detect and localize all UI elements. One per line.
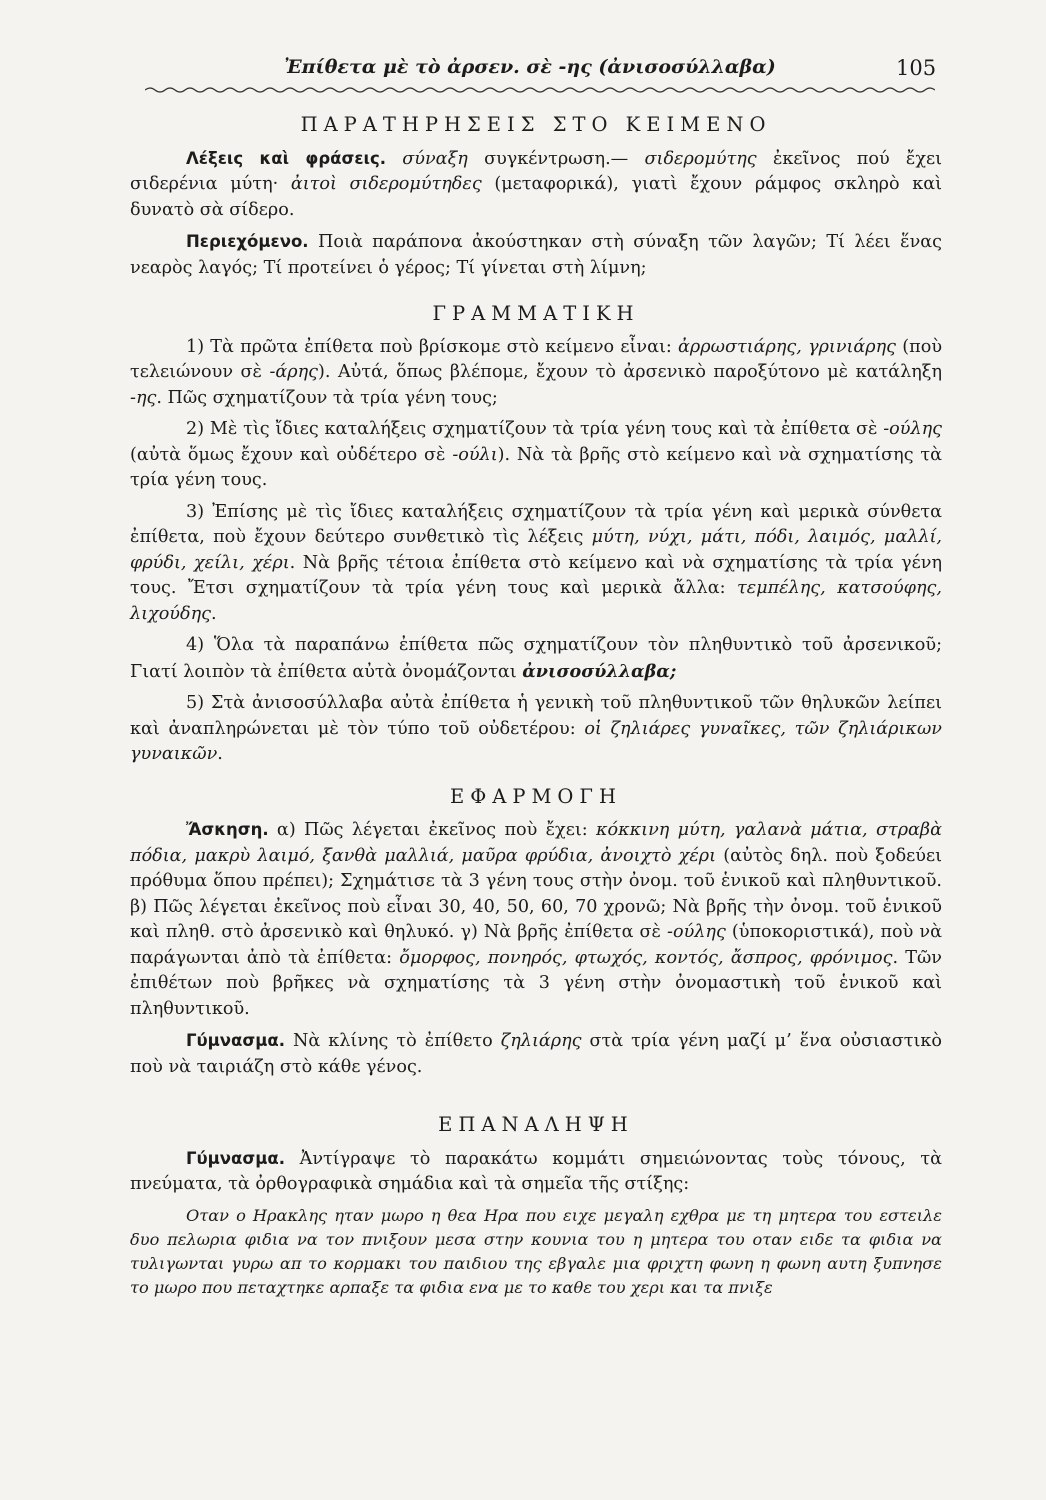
review-passage: Οταν ο Ηρακλης ηταν μωρο η θεα Ηρα που ειχε μεγαλη εχθρα με τη μητερα του εστειλε δυο πελωρια φιδια να τον πνιξουν μεσα στην κουνια του η μητερα του οταν ειδε τα φιδια να τυλιγωνται γυρω απ το κορμακι του παιδιου της εβγαλε μια φριχτη φωνη η φωνη αυτη ξυπνησε το μωρο που πεταχτηκε αρπαξε τα φιδια ενα με το καθε του χερι και τα πνιξε <box>130 1205 942 1297</box>
exercise-term: κόκκινη μύτη, γαλανὰ μάτια, στραβὰ πόδια, μακρὺ λαιμό, ξανθὰ μαλλιά, μαῦρα φρύδια, ἀνοιχτὸ χέρι <box>130 820 942 866</box>
exercise-term: ὄμορφος, πονηρός, φτωχός, κοντός, ἄσπρος, φρόνιμος <box>399 947 893 968</box>
drill-text: στὰ τρία γένη μαζί μ’ ἕνα οὐσιαστικὸ ποὺ νὰ ταιριάζη στὸ κάθε γένος. <box>130 1031 943 1077</box>
content-paragraph <box>130 229 942 281</box>
grammar-point-4 <box>130 633 942 685</box>
review-drill-text: Ἀντίγραψε τὸ παρακάτω κομμάτι σημειώνοντας τοὺς τόνους, τὰ πνεύματα, τὰ ὀρθογραφικὰ σημάδια καὶ τὰ σημεῖα τῆς στίξης: <box>130 1148 942 1194</box>
grammar-text: ). Αὐτά, ὅπως βλέπομε, ἔχουν τὸ ἀρσενικὸ παροξύτονο μὲ κατάληξη <box>318 362 942 382</box>
grammar-text: 1) Τὰ πρῶτα ἐπίθετα ποὺ βρίσκομε στὸ κείμενο εἶναι: <box>186 336 679 357</box>
grammar-point-1 <box>130 335 942 412</box>
exercise-text: α) Πῶς λέγεται ἐκεῖνος ποὺ ἔχει: <box>268 820 596 840</box>
grammar-point-3 <box>130 500 942 628</box>
exercise-text: (αὐτὸς δηλ. ποὺ ξοδεύει πρόθυμα ὅπου πρέπει); Σχημάτισε τὰ 3 γένη τους στὴν ὀνομ. τοῦ ἑνικοῦ καὶ πληθυντικοῦ. β) Πῶς λέγεται ἐκεῖνος ποὺ εἶναι 30, 40, 50, 60, 70 χρονῶ; Νὰ βρῆς τὴν ὀνομ. τοῦ ἑνικοῦ καὶ πληθ. στὸ ἀρσενικὸ καὶ θηλυκό. γ) Νὰ βρῆς ἐπίθετα σὲ <box>130 845 942 942</box>
grammar-term: -ούλης <box>883 419 942 439</box>
wavy-header-rule <box>145 86 935 94</box>
grammar-text: 3) Ἐπίσης μὲ τὶς ἴδιες καταλήξεις σχηματίζουν τὰ τρία γένη καὶ μερικὰ σύνθετα ἐπίθετα, ποὺ ἔχουν δεύτερο συνθετικὸ τὶς λέξεις <box>130 501 942 547</box>
words-label: Λέξεις καὶ φράσεις. <box>186 148 386 168</box>
grammar-text: . Νὰ βρῆς τέτοια ἐπίθετα στὸ κείμενο καὶ νὰ σχηματίσης τὰ τρία γένη τους. Ἔτσι σχηματίζουν τὰ τρία γένη τους καὶ μερικὰ ἄλλα: <box>130 552 942 598</box>
grammar-text: 4) Ὅλα τὰ παραπάνω ἐπίθετα πῶς σχηματίζουν τὸν πληθυντικὸ τοῦ ἀρσενικοῦ; Γιατί λοιπὸν τὰ ἐπίθετα αὐτὰ ὀνομάζονται <box>130 635 942 682</box>
grammar-text: (αὐτὰ ὅμως ἔχουν καὶ οὐδέτερο σὲ <box>130 444 453 465</box>
grammar-text: ). Νὰ τὰ βρῆς στὸ κείμενο καὶ νὰ σχηματίσης τὰ τρία γένη τους. <box>130 444 942 490</box>
remarks-heading: ΠΑΡΑΤΗΡΗΣΕΙΣ ΣΤΟ ΚΕΙΜΕΝΟ <box>300 113 772 136</box>
grammar-term: -άρης <box>269 362 319 382</box>
content-text: Ποιὰ παράπονα ἀκούστηκαν στὴ σύναξη τῶν λαγῶν; Τί λέει ἕνας νεαρὸς λαγός; Τί προτείνει ὁ γέρος; Τί γίνεται στὴ λίμνη; <box>130 232 942 278</box>
grammar-term: τεμπέλης, κατσούφης, λιχούδης <box>130 578 942 624</box>
page-content <box>130 112 942 1306</box>
drill-label: Γύμνασμα. <box>186 1031 285 1050</box>
grammar-text: 5) Στὰ ἀνισοσύλλαβα αὐτὰ ἐπίθετα ἡ γενικὴ τοῦ πληθυντικοῦ τῶν θηλυκῶν λείπει καὶ ἀναπληρώνεται μὲ τὸν τύπο τοῦ οὐδετέρου: <box>130 693 942 739</box>
running-header-title: Ἐπίθετα μὲ τὸ ἀρσεν. σὲ -ης (ἀνισοσύλλαβα) <box>284 56 776 78</box>
term-aitoi: ἀιτοὶ σιδερομύτηδες <box>290 174 482 194</box>
words-paragraph <box>130 146 942 224</box>
exercise-label: Ἄσκηση. <box>186 820 269 839</box>
review-drill-label: Γύμνασμα. <box>186 1148 285 1168</box>
page-number: 105 <box>896 56 937 80</box>
review-heading: ΕΠΑΝΑΛΗΨΗ <box>438 1113 634 1136</box>
words-text-3: (μεταφορικά), γιατὶ ἔχουν ράμφος σκληρὸ καὶ δυνατὸ σὰ σίδερο. <box>130 174 942 220</box>
application-heading: ΕΦΑΡΜΟΓΗ <box>450 784 622 808</box>
term-synaxi: σύναξη <box>402 148 468 169</box>
grammar-text: . <box>211 603 217 624</box>
grammar-text: . Πῶς σχηματίζουν τὰ τρία γένη τους; <box>156 387 498 408</box>
term-sideromytis: σιδερομύτης <box>644 148 757 169</box>
grammar-term: μύτη, νύχι, μάτι, πόδι, λαιμός, μαλλί, φρύδι, χείλι, χέρι <box>130 527 942 573</box>
grammar-text: (ποὺ τελειώνουν σὲ <box>130 336 943 382</box>
exercise-text: . Τῶν ἐπιθέτων ποὺ βρῆκες νὰ σχηματίσης τὰ 3 γένη στὴν ὀνομαστικὴ τοῦ ἑνικοῦ καὶ πληθυντικοῦ. <box>130 947 942 1019</box>
drill-term: ζηλιάρης <box>500 1031 582 1051</box>
exercise-term: -ούλης <box>667 922 726 942</box>
grammar-term: -ης <box>130 387 157 408</box>
exercise-paragraph <box>130 817 942 1022</box>
exercise-text: (ὑποκοριστικά), ποὺ νὰ παράγωνται ἀπὸ τὰ ἐπίθετα: <box>130 922 942 968</box>
grammar-point-2 <box>130 417 942 494</box>
drill-text: Νὰ κλίνης τὸ ἐπίθετο <box>284 1031 501 1051</box>
grammar-heading: ΓΡΑΜΜΑΤΙΚΗ <box>432 302 640 325</box>
grammar-term: -ούλι <box>452 444 498 465</box>
grammar-point-5 <box>130 691 942 768</box>
grammar-term: οἱ ζηλιάρες γυναῖκες, τῶν ζηλιάρικων γυναικῶν <box>130 718 942 764</box>
grammar-term: ἀρρωστιάρης, γρινιάρης <box>678 336 897 357</box>
drill-paragraph <box>130 1028 942 1080</box>
grammar-text: . <box>217 744 223 764</box>
words-text-1: συγκέντρωση.— <box>467 148 645 169</box>
grammar-term: ἀνισοσύλλαβα; <box>522 660 677 682</box>
words-text-2: ἐκεῖνος πού ἔχει σιδερένια μύτη· <box>130 148 943 194</box>
grammar-text: 2) Μὲ τὶς ἴδιες καταλήξεις σχηματίζουν τὰ τρία γένη τους καὶ τὰ ἐπίθετα σὲ <box>186 419 884 439</box>
review-drill-paragraph <box>130 1146 942 1198</box>
content-label: Περιεχόμενο. <box>186 232 309 251</box>
